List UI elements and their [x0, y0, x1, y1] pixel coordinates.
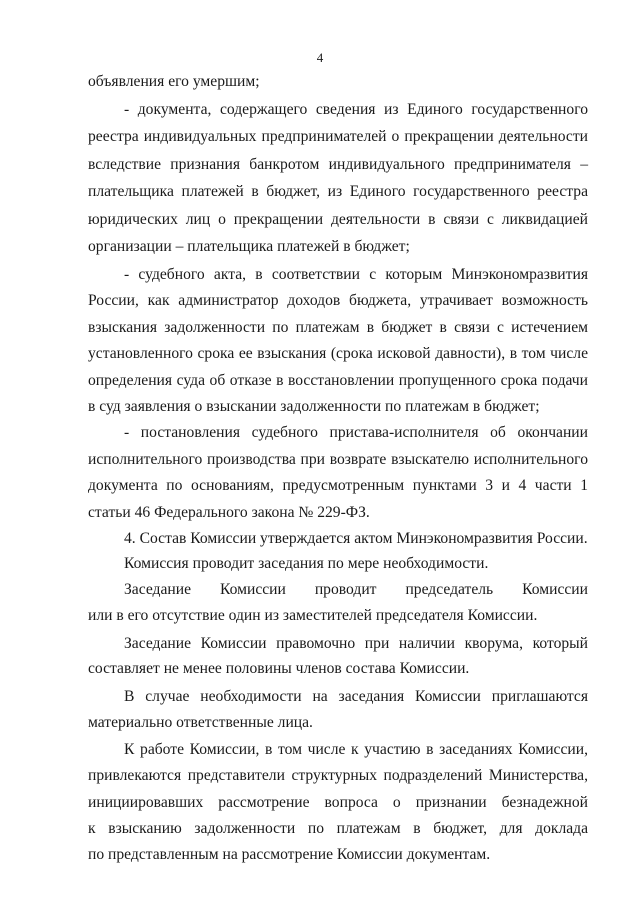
text-line: установленного срока ее взыскания (срока исковой давности), в том числе — [88, 345, 588, 362]
text-line: Заседание Комиссии проводит председатель Комиссии — [124, 581, 588, 598]
text-line: реестра индивидуальных предпринимателей о прекращении деятельности — [88, 128, 588, 145]
text-line: исполнительного производства при возврате взыскателю исполнительного — [88, 451, 588, 468]
text-line: составляет не менее половины членов состава Комиссии. — [88, 660, 470, 677]
text-line: вследствие признания банкротом индивидуального предпринимателя – — [88, 156, 588, 173]
text-line: документа по основаниям, предусмотренным пунктами 3 и 4 части 1 — [88, 477, 588, 494]
text-line: организации – плательщика платежей в бюджет; — [88, 238, 410, 255]
text-line: определения суда об отказе в восстановлении пропущенного срока подачи — [88, 372, 588, 389]
text-line: объявления его умершим; — [88, 73, 260, 90]
text-line: К работе Комиссии, в том числе к участию в заседаниях Комиссии, — [124, 741, 588, 758]
text-line: или в его отсутствие один из заместителей председателя Комиссии. — [88, 607, 538, 624]
text-line: в суд заявления о взыскании задолженности по платежам в бюджет; — [88, 398, 540, 415]
page-number: 4 — [316, 50, 324, 65]
text-line: юридических лиц о прекращении деятельности в связи с ликвидацией — [88, 211, 588, 228]
text-line: привлекаются представители структурных подразделений Министерства, — [88, 767, 588, 784]
text-line: В случае необходимости на заседания Комиссии приглашаются — [124, 688, 588, 705]
text-line: 4. Состав Комиссии утверждается актом Минэкономразвития России. — [124, 530, 588, 547]
text-line: плательщика платежей в бюджет, из Единого государственного реестра — [88, 183, 588, 200]
text-line: - документа, содержащего сведения из Единого государственного — [124, 101, 588, 118]
text-line: статьи 46 Федерального закона № 229-ФЗ. — [88, 504, 370, 521]
text-line: Комиссия проводит заседания по мере необходимости. — [124, 555, 489, 572]
text-line: - постановления судебного пристава-исполнителя об окончании — [124, 424, 588, 441]
text-line: к взысканию задолженности по платежам в бюджет, для доклада — [88, 820, 588, 837]
text-line: России, как администратор доходов бюджета, утрачивает возможность — [88, 292, 588, 309]
text-line: по представленным на рассмотрение Комиссии документам. — [88, 846, 491, 863]
text-line: Заседание Комиссии правомочно при наличии кворума, который — [124, 635, 588, 652]
text-line: взыскания задолженности по платежам в бюджет в связи с истечением — [88, 319, 588, 336]
text-line: материально ответственные лица. — [88, 714, 313, 731]
text-line: - судебного акта, в соответствии с которым Минэкономразвития — [124, 266, 588, 283]
text-line: инициировавших рассмотрение вопроса о признании безнадежной — [88, 794, 588, 811]
